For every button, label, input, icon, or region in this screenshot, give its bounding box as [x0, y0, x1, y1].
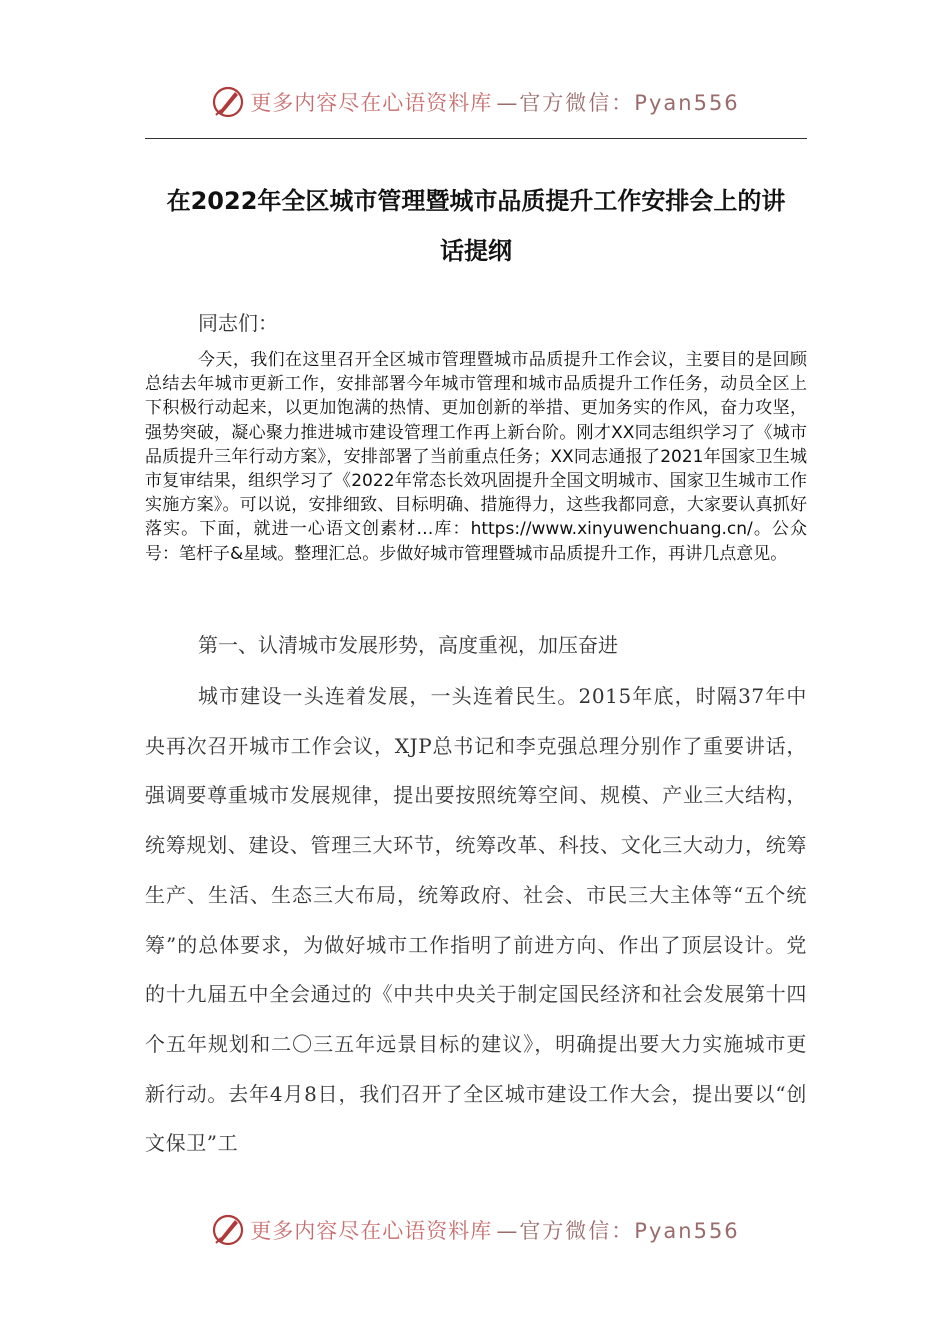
salutation: 同志们：: [198, 311, 278, 335]
quill-logo-icon: [210, 84, 246, 120]
header-banner: [0, 80, 950, 124]
intro-paragraph: 今天，我们在这里召开全区城市管理暨城市品质提升工作会议，主要目的是回顾总结去年城市更新工作，安排部署今年城市管理和城市品质提升工作任务，动员全区上下积极行动起来，以更加饱满的热情、更加创新的举措、更加务实的作风，奋力攻坚，强势突破，凝心聚力推进城市建设管理工作再上新台阶。刚才XX同志组织学习了《城市品质提升三年行动方案》，安排部署了当前重点任务；XX同志通报了2021年国家卫生城市复审结果，组织学习了《2022年常态长效巩固提升全国文明城市、国家卫生城市工作实施方案》。可以说，安排细致、目标明确、措施得力，这些我都同意，大家要认真抓好落实。下面，就进一心语文创素材…库：https://www.xinyuwenchuang.cn/。公众号：笔杆子&星域。整理汇总。步做好城市管理暨城市品质提升工作，再讲几点意见。: [145, 350, 807, 564]
footer-brand-text: 更多内容尽在心语资料库: [250, 1219, 493, 1243]
header-divider: [145, 138, 807, 139]
section-1-body: 城市建设一头连着发展，一头连着民生。2015年底，时隔37年中央再次召开城市工作会议，XJP总书记和李克强总理分别作了重要讲话，强调要尊重城市发展规律，提出要按照统筹空间、规模、产业三大结构，统筹规划、建设、管理三大环节，统筹改革、科技、文化三大动力，统筹生产、生活、生态三大布局，统筹政府、社会、市民三大主体等“五个统筹”的总体要求，为做好城市工作指明了前进方向、作出了顶层设计。党的十九届五中全会通过的《中共中央关于制定国民经济和社会发展第十四个五年规划和二〇三五年远景目标的建议》，明确提出要大力实施城市更新行动。去年4月8日，我们召开了全区城市建设工作大会，提出要以“创文保卫”工: [145, 684, 807, 1156]
header-contact-text: —官方微信：Pyan556: [496, 91, 740, 115]
quill-logo-icon: [210, 1212, 246, 1248]
footer-contact-text: —官方微信：Pyan556: [496, 1219, 740, 1243]
title-line-1: 在2022年全区城市管理暨城市品质提升工作安排会上的讲: [166, 187, 786, 215]
header-brand-text: 更多内容尽在心语资料库: [250, 91, 493, 115]
section-1-heading: 第一、认清城市发展形势，高度重视，加压奋进: [198, 633, 618, 657]
document-title: [145, 176, 807, 276]
title-line-2: 话提纲: [440, 237, 512, 265]
footer-banner: [0, 1208, 950, 1252]
